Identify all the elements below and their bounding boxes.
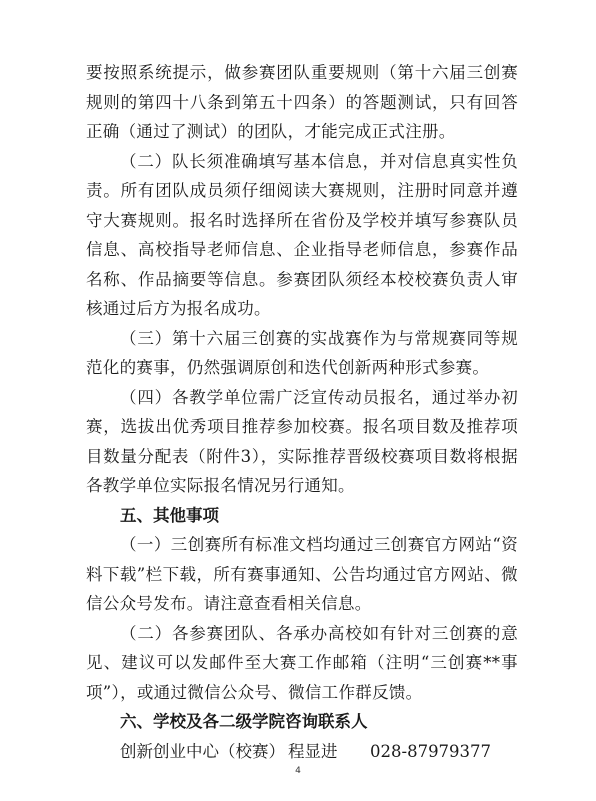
paragraph-feedback: （二）各参赛团队、各承办高校如有针对三创赛的意见、建议可以发邮件至大赛工作邮箱（注明“三创赛**事项”），或通过微信公众号、微信工作群反馈。 xyxy=(86,623,518,702)
section-heading-other-matters: 五、其他事项 xyxy=(120,505,219,525)
contact-org: 创新创业中心（校赛） xyxy=(120,741,285,761)
paragraph-registration-test: 要按照系统提示，做参赛团队重要规则（第十六届三创赛规则的第四十八条到第五十四条）的答题测试，只有回答正确（通过了测试）的团队，才能完成正式注册。 xyxy=(86,63,518,141)
body-text xyxy=(86,58,518,766)
contact-phone: 028-87979377 xyxy=(370,741,492,761)
page-number: 4 xyxy=(295,766,301,776)
contact-row xyxy=(120,737,518,767)
paragraph-unit-promotion: （四）各教学单位需广泛宣传动员报名，通过举办初赛，选拔出优秀项目推荐参加校赛。报名项目数及推荐项目数量分配表（附件3），实际推荐晋级校赛项目数将根据各教学单位实际报名情况另行通知。 xyxy=(86,387,518,495)
paragraph-official-documents: （一）三创赛所有标准文档均通过三创赛官方网站“资料下载”栏下载，所有赛事通知、公告均通过官方网站、微信公众号发布。请注意查看相关信息。 xyxy=(86,535,518,613)
paragraph-practical-competition: （三）第十六届三创赛的实战赛作为与常规赛同等规范化的赛事，仍然强调原创和迭代创新两种形式参赛。 xyxy=(86,328,518,377)
paragraph-team-leader-info: （二）队长须准确填写基本信息，并对信息真实性负责。所有团队成员须仔细阅读大赛规则，注册时同意并遵守大赛规则。报名时选择所在省份及学校并填写参赛队员信息、高校指导老师信息、企业指导老师信息，参赛作品名称、作品摘要等信息。参赛团队须经本校校赛负责人审核通过后方为报名成功。 xyxy=(86,151,518,318)
contact-name: 程显进 xyxy=(288,741,338,761)
section-heading-contacts: 六、学校及各二级学院咨询联系人 xyxy=(120,712,368,731)
